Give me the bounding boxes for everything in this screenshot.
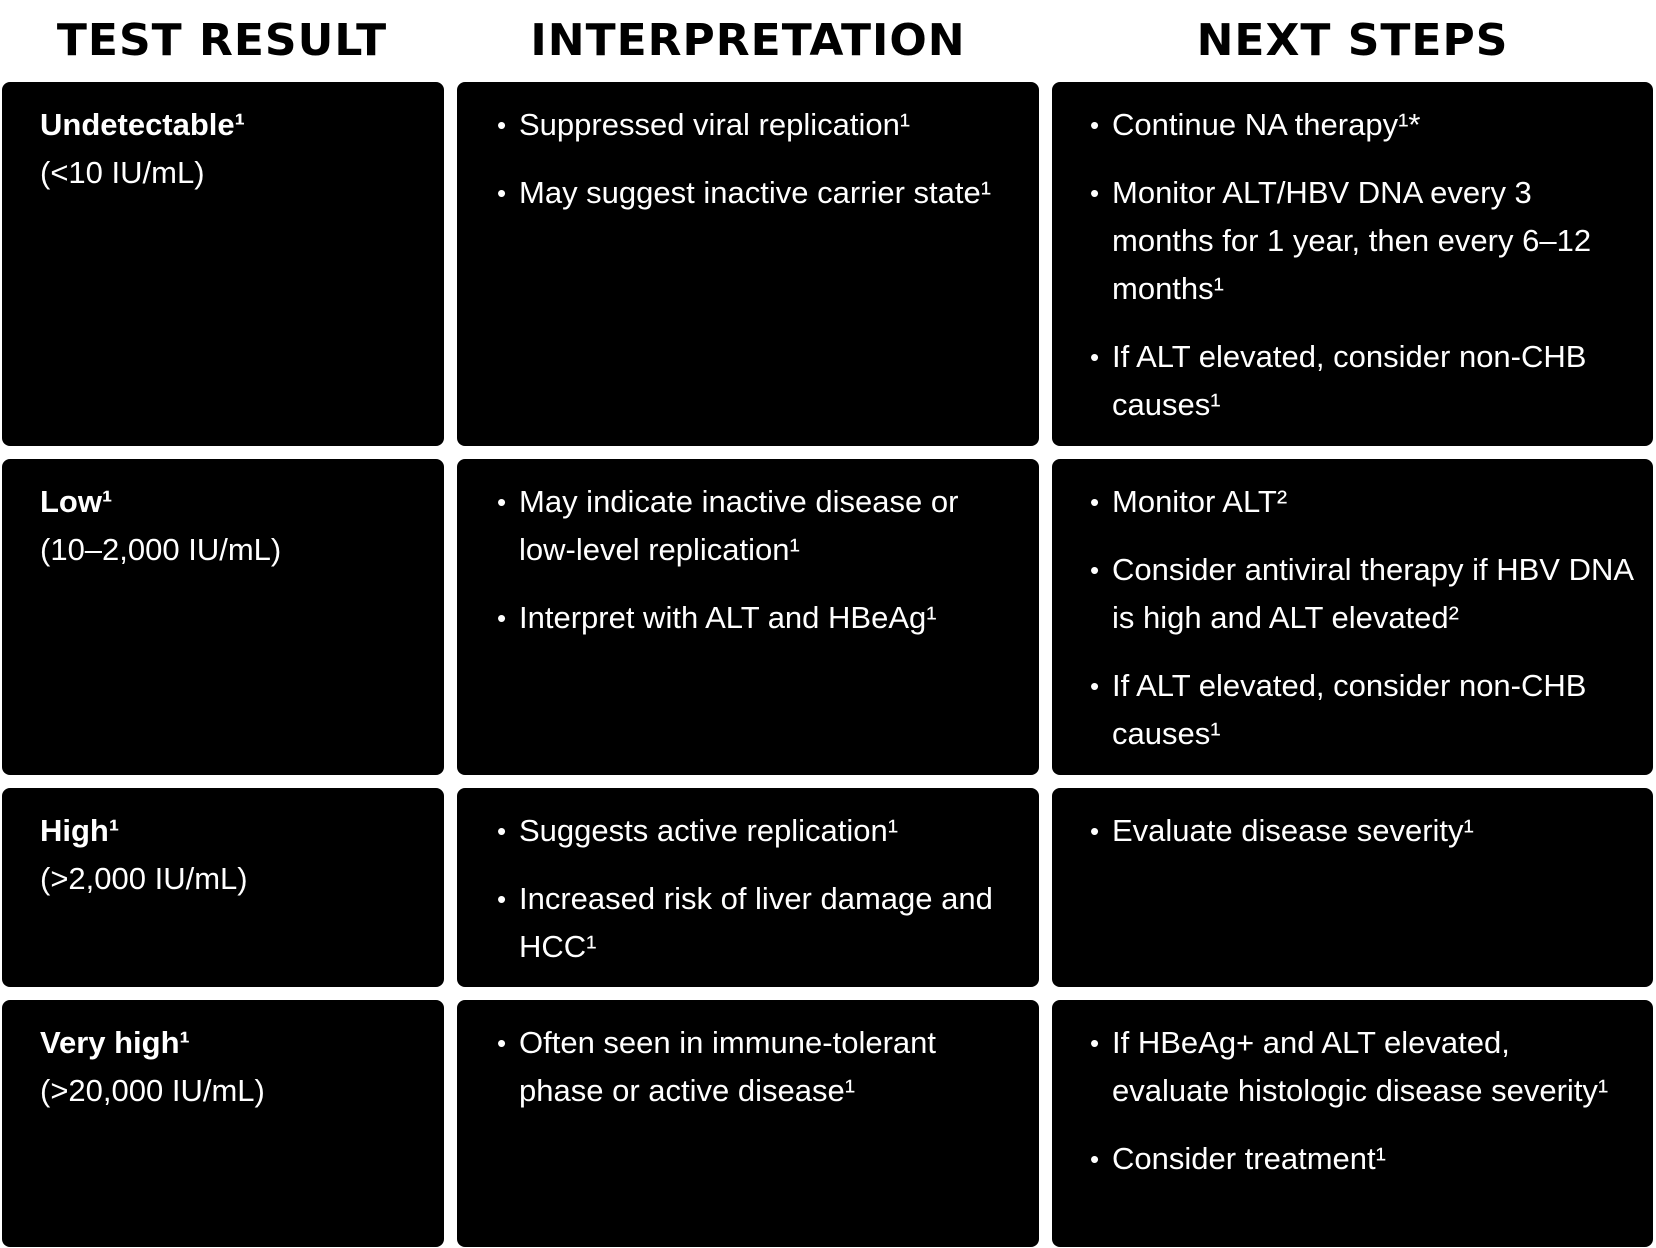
bullet-icon: •	[1090, 1144, 1100, 1174]
interpretation-list	[497, 807, 1009, 971]
next-steps-list	[1090, 478, 1633, 758]
result-range: (10–2,000 IU/mL)	[40, 532, 282, 567]
next-steps-cell-undetectable	[1052, 82, 1653, 446]
bullet-icon: •	[1090, 1028, 1100, 1058]
bullet-icon: •	[497, 1028, 507, 1058]
bullet-icon: •	[1090, 671, 1100, 701]
next-steps-list	[1090, 807, 1633, 855]
bullet-icon: •	[497, 884, 507, 914]
list-item: • If ALT elevated, consider non-CHB causes¹	[1090, 662, 1633, 758]
result-cell-undetectable	[2, 82, 444, 446]
bullet-icon: •	[1090, 487, 1100, 517]
list-item: • Consider antiviral therapy if HBV DNA is high and ALT elevated²	[1090, 546, 1633, 642]
list-item: • Consider treatment¹	[1090, 1135, 1633, 1183]
next-steps-list	[1090, 101, 1633, 429]
result-cell-very-high	[2, 1000, 444, 1247]
bullet-icon: •	[497, 603, 507, 633]
bullet-icon: •	[1090, 816, 1100, 846]
interpretation-cell-low	[457, 459, 1039, 775]
result-range: (>2,000 IU/mL)	[40, 861, 248, 896]
list-item: • Suggests active replication¹	[497, 807, 1009, 855]
bullet-icon: •	[1090, 342, 1100, 372]
list-item: • Monitor ALT/HBV DNA every 3 months for 1 year, then every 6–12 months¹	[1090, 169, 1633, 313]
next-steps-list	[1090, 1019, 1633, 1183]
bullet-icon: •	[1090, 110, 1100, 140]
interpretation-list	[497, 1019, 1009, 1115]
list-item: • Often seen in immune-tolerant phase or active disease¹	[497, 1019, 1009, 1115]
bullet-icon: •	[1090, 555, 1100, 585]
list-item: • Increased risk of liver damage and HCC¹	[497, 875, 1009, 971]
list-item: • If HBeAg+ and ALT elevated, evaluate histologic disease severity¹	[1090, 1019, 1633, 1115]
list-item: • May indicate inactive disease or low-level replication¹	[497, 478, 1009, 574]
result-title: High¹	[40, 813, 120, 848]
interpretation-cell-undetectable	[457, 82, 1039, 446]
bullet-icon: •	[497, 178, 507, 208]
list-item: • Monitor ALT²	[1090, 478, 1633, 526]
next-steps-cell-high	[1052, 788, 1653, 987]
list-item: • If ALT elevated, consider non-CHB causes¹	[1090, 333, 1633, 429]
interpretation-list	[497, 478, 1009, 642]
bullet-icon: •	[1090, 178, 1100, 208]
result-range: (<10 IU/mL)	[40, 155, 205, 190]
header-next-steps: NEXT STEPS	[1196, 14, 1509, 66]
interpretation-cell-high	[457, 788, 1039, 987]
result-title: Undetectable¹	[40, 107, 245, 142]
bullet-icon: •	[497, 816, 507, 846]
result-title: Low¹	[40, 484, 113, 519]
list-item: • Interpret with ALT and HBeAg¹	[497, 594, 1009, 642]
result-title: Very high¹	[40, 1025, 190, 1060]
interpretation-cell-very-high	[457, 1000, 1039, 1247]
bullet-icon: •	[497, 487, 507, 517]
list-item: • Continue NA therapy¹*	[1090, 101, 1633, 149]
interpretation-list	[497, 101, 1009, 217]
header-test-result: TEST RESULT	[56, 14, 388, 66]
result-cell-high	[2, 788, 444, 987]
header-interpretation: INTERPRETATION	[530, 14, 966, 66]
list-item: • May suggest inactive carrier state¹	[497, 169, 1009, 217]
list-item: • Suppressed viral replication¹	[497, 101, 1009, 149]
bullet-icon: •	[497, 110, 507, 140]
result-range: (>20,000 IU/mL)	[40, 1073, 265, 1108]
next-steps-cell-very-high	[1052, 1000, 1653, 1247]
result-cell-low	[2, 459, 444, 775]
next-steps-cell-low	[1052, 459, 1653, 775]
list-item: • Evaluate disease severity¹	[1090, 807, 1633, 855]
